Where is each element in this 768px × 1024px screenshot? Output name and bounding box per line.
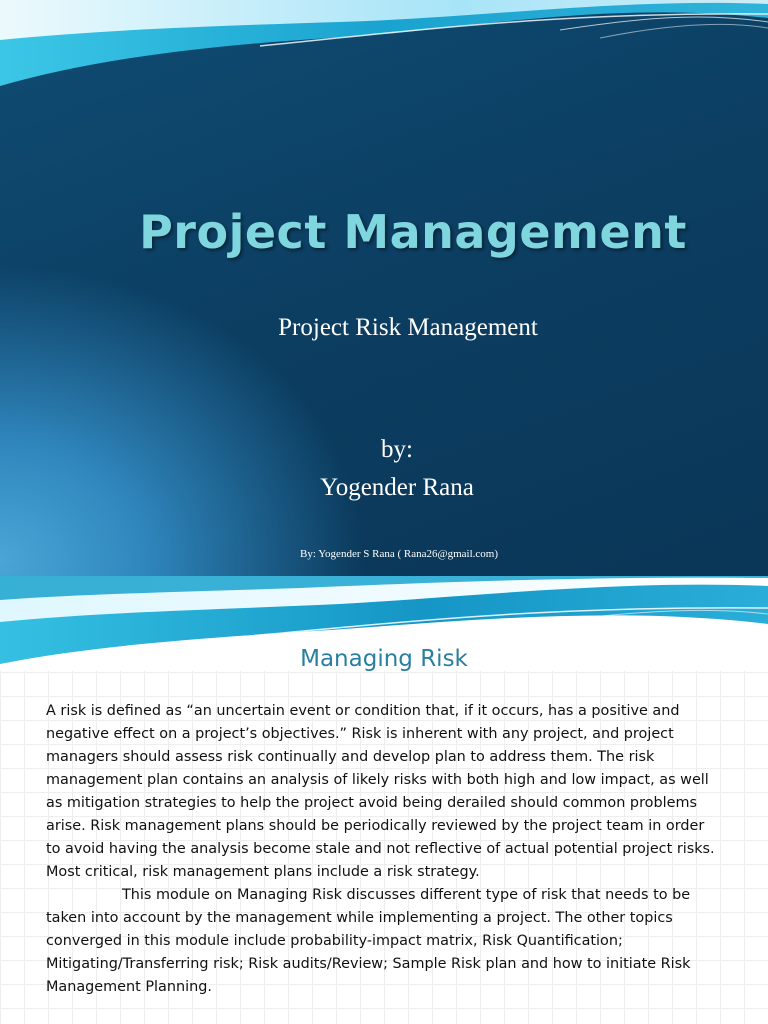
by-label: by: — [381, 436, 413, 463]
content-slide — [0, 576, 768, 1024]
body-paragraph: A risk is defined as “an uncertain event or condition that, if it occurs, has a positive and negative effect on a project’s objectives.” Risk is inherent with any project, and project managers should assess risk continually and develop plan to address them. The risk management plan contains an analysis of likely risks with both high and low impact, as well as mitigation strategies to help the project avoid being derailed should common problems arise. Risk management plans should be periodically reviewed by the project team in order to avoid having the analysis become stale and not reflective of actual potential project risks. Most critical, risk management plans include a risk strategy. — [46, 703, 715, 880]
presentation-subtitle: Project Risk Management — [278, 314, 538, 341]
presentation-title: Project Management — [139, 205, 687, 259]
body-paragraph: This module on Managing Risk discusses different type of risk that needs to be taken into account by the management while implementing a project. The other topics converged in this module include probability-impact matrix, Risk Quantification; Mitigating/Transferring risk; Risk audits/Review; Sample Risk plan and how to initiate Risk Management Planning. — [46, 887, 691, 995]
slide-heading: Managing Risk — [300, 646, 468, 672]
author-name: Yogender Rana — [320, 474, 474, 501]
top-wave-decoration — [0, 0, 768, 90]
slide-body — [46, 700, 718, 999]
slide-footer: By: Yogender S Rana ( Rana26@gmail.com) — [299, 548, 499, 560]
